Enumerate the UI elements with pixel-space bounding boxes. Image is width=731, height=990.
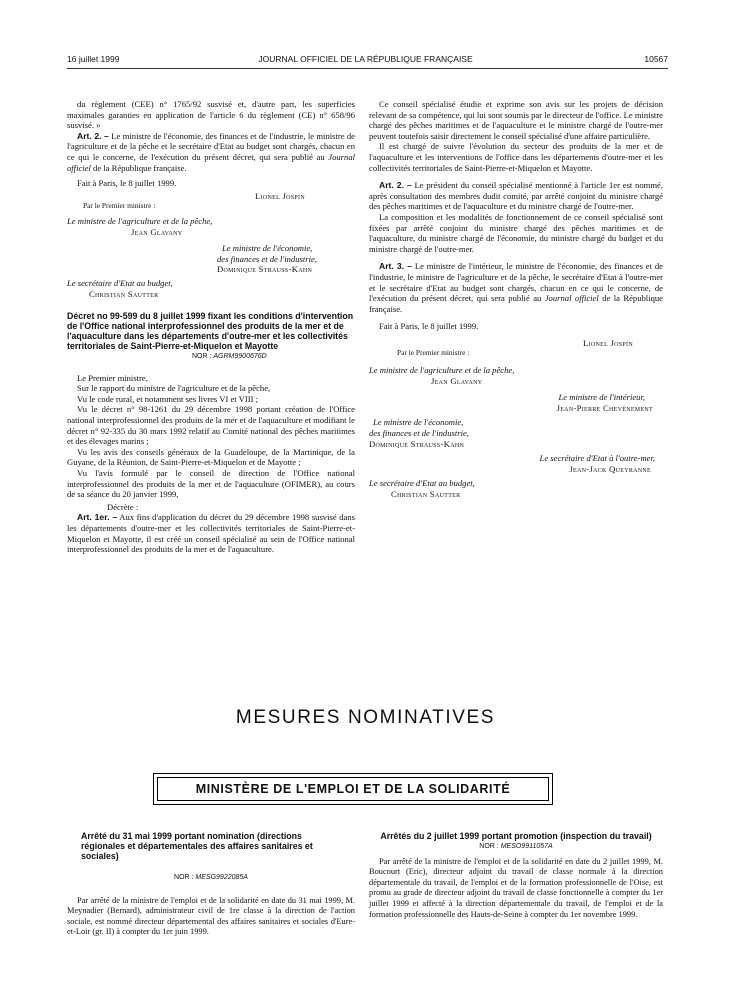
body-paragraph: Ce conseil spécialisé étudie et exprime son avis sur les projets de décision relevant de sa compétence, qui lui sont soumis par le directeur de l'office. Le ministre chargé des pêches maritimes et de l'aquaculture et le ministre chargé de l'outre-mer peuvent toutefois saisir directement le conseil spécialisé d'une affaire particulière. [369,99,663,141]
body-paragraph: Vu les avis des conseils généraux de la Guadeloupe, de la Martinique, de la Guyane, de la Réunion, de Saint-Pierre-et-Miquelon et de Mayotte ; [67,446,355,468]
signature-title: Le ministre de l'économie, [373,417,464,428]
signature-title: des finances et de l'industrie, [369,428,469,439]
signature-title: Le secrétaire d'Etat au budget, [67,277,173,288]
body-paragraph: Le Premier ministre, [77,372,148,383]
decree-title: Décret no 99-599 du 8 juillet 1999 fixant les conditions d'intervention de l'Office national interprofessionnel des produits de la mer et de l'aquaculture dans les départements d'outre-mer et les collectivités territoriales de Saint-Pierre-et-Miquelon et Mayotte [67,311,354,352]
arrete-text: Par arrêté de la ministre de l'emploi et de la solidarité en date du 31 mai 1999, M. Meynadier (Bernard), administrateur civil de 1re classe à la direction de l'action sociale, est nommé directeur départemental des affaires sanitaires et sociales d'Eure-et-Loir (gr. II) à compter du 1er juin 1999. [67,895,355,937]
fait-a-paris: Fait à Paris, le 8 juillet 1999. [77,178,177,189]
body-paragraph: La composition et les modalités de fonctionnement de ce conseil spécialisé sont fixées par arrêté conjoint du ministre chargé des pêches maritimes et de l'aquaculture, du ministre chargé de l'économie, du ministre chargé du budget et du ministre chargé de l'outre-mer. [369,211,663,254]
left-column [67,99,355,555]
article-label: Art. 2. – [77,130,109,141]
ministry-heading: MINISTÈRE DE L'EMPLOI ET DE LA SOLIDARITÉ [157,777,549,801]
signature-title: des finances et de l'industrie, [217,253,317,264]
arrete-nor: NOR : MESG9922085A [174,874,248,881]
decrete: Décrète : [107,501,139,512]
article-label: Art. 3. – [379,261,412,272]
continuation-paragraph: du règlement (CEE) n° 1765/92 susvisé et, d'autre part, les superficies maximales garanties en application de l'article 6 du règlement (CE) n° 658/96 susvisé. » [67,99,355,131]
signature-title: Le ministre de l'économie, [222,243,313,254]
signature-title: Le ministre de l'intérieur, [558,392,645,403]
body-paragraph: Vu le décret n° 98-1261 du 29 décembre 1998 portant création de l'Office national interprofessionnel des produits de la mer et de l'aquaculture et modifiant le décret n° 92-335 du 30 mars 1992 relatif au Comité national des pêches maritimes et des élevages marins ; [67,404,355,447]
article-label: Art. 1er. – [77,512,118,523]
decree-nor: NOR : AGRM9900676D [192,353,267,361]
signature-name: Jean-Pierre Chevènement [556,402,653,413]
body-paragraph: Sur le rapport du ministre de l'agriculture et de la pêche, [77,383,271,394]
bottom-left-column [67,831,355,938]
par-le-premier-ministre: Par le Premier ministre : [83,201,156,211]
header-page-number: 10567 [644,54,668,64]
signature-name: Jean Glavany [431,375,483,386]
arrete-text: Par arrêté de la ministre de l'emploi et de la solidarité en date du 2 juillet 1999, M. Boucourt (Eric), directeur adjoint du travail de classe normale à la direction départementale du travail, de l'emploi et de la formation professionnelle de l'Oise, est promu au grade de directeur adjoint du travail de classe fonctionnelle à compter du 1er juillet 1999 et affecté à la direction départementale du travail, de l'emploi et de la formation professionnelle des Hauts-de-Seine à compter du 1er novembre 1999. [369,856,663,919]
article-2-paragraph: Art. 2. – Le ministre de l'économie, des finances et de l'industrie, le ministre de l'agriculture et de la pêche et le secrétaire d'Etat au budget sont chargés, chacun en ce qui le concerne, de l'exécution du présent décret, qui sera publié au Journal officiel de la République française. [67,130,355,173]
signature-name: Dominique Strauss-Kahn [369,438,465,449]
signature-title: Le ministre de l'agriculture et de la pêche, [369,365,515,376]
article-label: Art. 2. – [379,180,412,191]
signature-name: Christian Sautter [89,288,159,299]
header-date: 16 juillet 1999 [67,54,120,64]
bottom-right-column [369,831,663,920]
arrete-title: Arrêtés du 2 juillet 1999 portant promotion (inspection du travail) [380,831,652,841]
header-rule [67,68,668,69]
header-journal-title: JOURNAL OFFICIEL DE LA RÉPUBLIQUE FRANÇAISE [258,54,473,64]
signature-title: Le secrétaire d'Etat au budget, [369,478,475,489]
arrete-nor: NOR : MESO9911057A [479,843,553,850]
signature-name: Dominique Strauss-Kahn [217,264,313,275]
signer-name: Lionel Jospin [583,337,633,348]
section-title: MESURES NOMINATIVES [235,707,496,728]
body-paragraph: Vu l'avis formulé par le conseil de direction de l'Office national interprofessionnel des produits de la mer et de l'aquaculture (OFIMER), au cours de sa séance du 20 janvier 1999, [67,468,355,500]
body-paragraph: Il est chargé de suivre l'évolution du secteur des produits de la mer et de l'aquaculture et les interventions de l'office dans les départements d'outre-mer et les collectivités territoriales de Saint-Pierre-et-Miquelon et Mayotte. [369,141,663,173]
signature-name: Jean Glavany [131,226,183,237]
signature-name: Jean-Jack Queyranne [569,463,651,474]
article-3-paragraph: Art. 3. – Le ministre de l'intérieur, le ministre de l'économie, des finances et de l'industrie, le ministre de l'agriculture et de la pêche, le secrétaire d'Etat à l'outre-mer et le secrétaire d'Etat au budget sont chargés, chacun en ce qui le concerne, de l'exécution du présent décret, qui sera publié au Journal officiel de la République française. [369,261,663,314]
signature-title: Le ministre de l'agriculture et de la pêche, [67,215,213,226]
arrete-title: Arrêté du 31 mai 1999 portant nomination (directions régionales et départementales des affaires sanitaires et sociales) [81,831,313,861]
body-paragraph: Vu le code rural, et notamment ses livres VI et VIII ; [77,393,259,404]
article-1-paragraph: Art. 1er. – Aux fins d'application du décret du 29 décembre 1998 susvisé dans les départements d'outre-mer et les collectivités territoriales de Saint-Pierre-et-Miquelon et Mayotte, il est créé un conseil spécialisé au sein de l'Office national interprofessionnel des produits de la mer et de l'aquaculture. [67,512,356,555]
signer-name: Lionel Jospin [255,190,305,201]
right-column [369,99,663,500]
signature-title: Le secrétaire d'Etat à l'outre-mer, [539,453,655,464]
par-le-premier-ministre: Par le Premier ministre : [397,348,470,358]
fait-a-paris: Fait à Paris, le 8 juillet 1999. [379,321,479,332]
article-2-paragraph: Art. 2. – Le président du conseil spécialisé mentionné à l'article 1er est nommé, après consultation des membres dudit comité, par arrêté conjoint du ministre chargé des pêches maritimes et de l'aquaculture et du ministre chargé de l'outre-mer. [369,180,663,212]
signature-name: Christian Sautter [391,489,461,499]
